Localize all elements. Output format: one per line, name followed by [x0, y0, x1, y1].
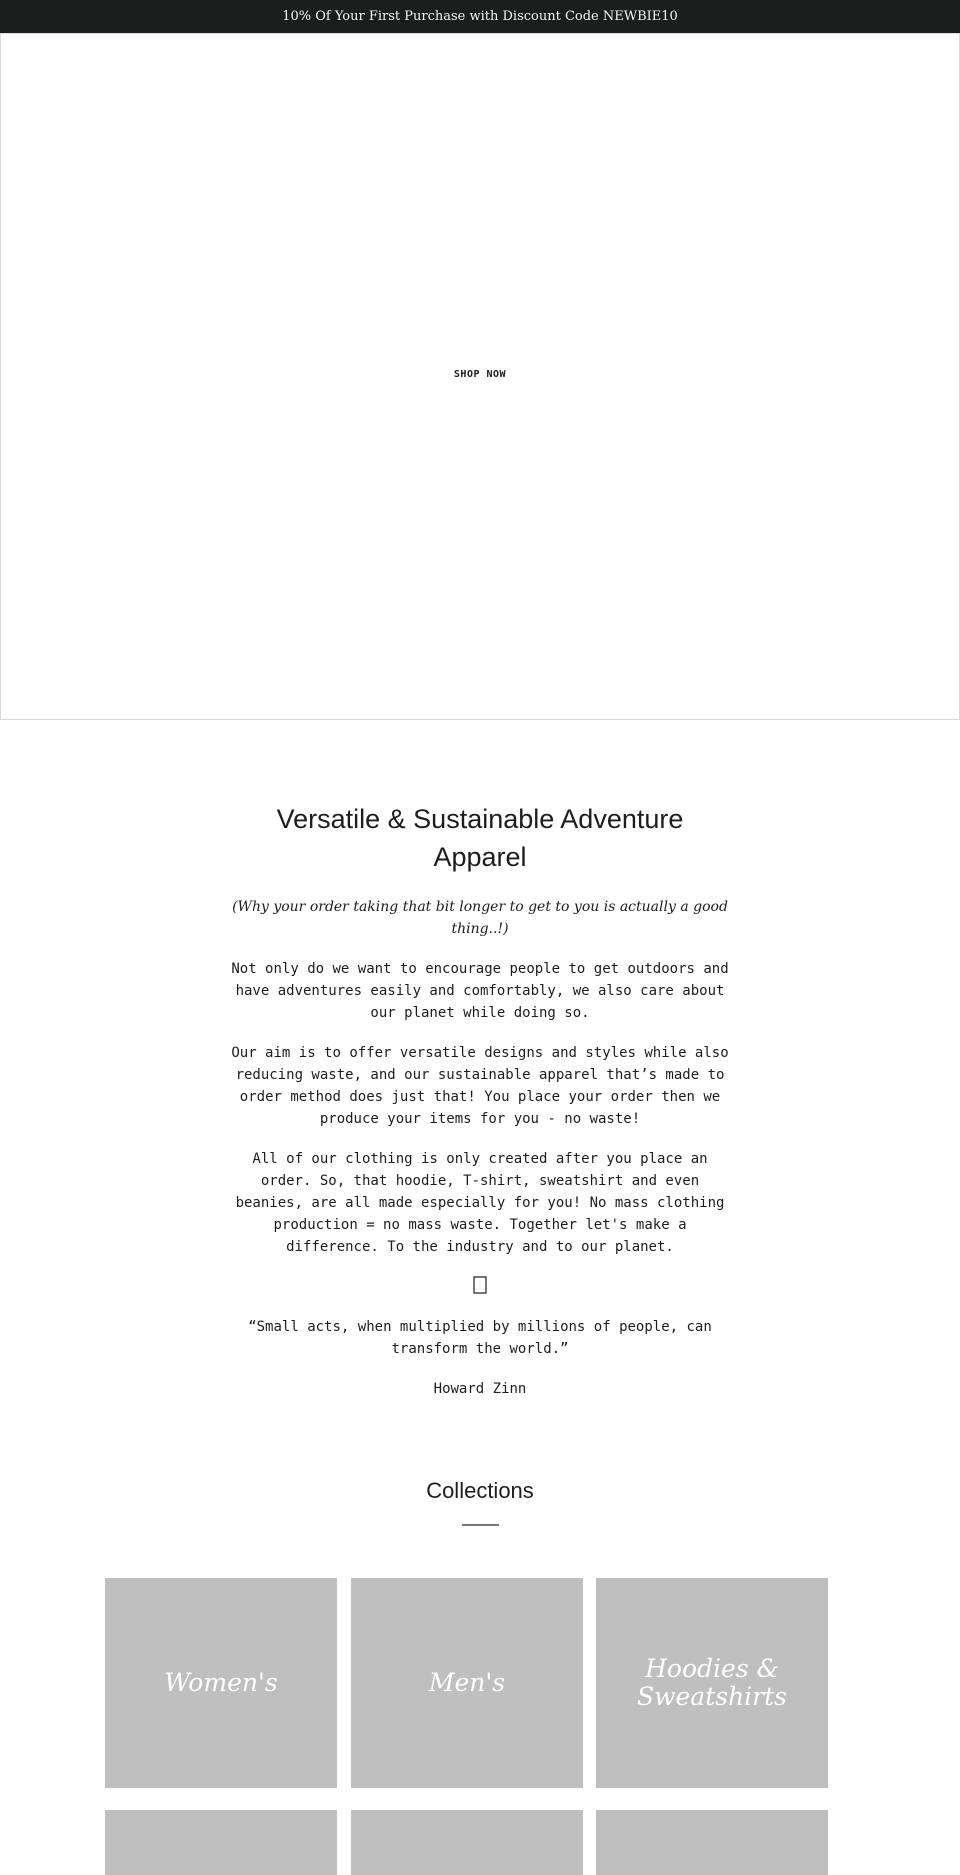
collection-tile-mens[interactable]	[351, 1578, 583, 1788]
collection-tile[interactable]	[351, 1810, 583, 1875]
intro-paragraph: Our aim is to offer versatile designs and styles while also reducing waste, and our sustainable apparel that’s made to order method does just that! You place your order then we produce your items for you - no waste!	[231, 1045, 729, 1127]
intro-paragraph: All of our clothing is only created after you place an order. So, that hoodie, T-shirt, sweatshirt and even beanies, are all made especially for you! No mass clothing production = no mass waste. Together let's make a difference. To the industry and to our planet.	[235, 1151, 725, 1255]
quote-author: Howard Zinn	[433, 1381, 527, 1397]
collection-tile-womens[interactable]	[105, 1578, 337, 1788]
collections-title: Collections	[426, 1478, 534, 1503]
announcement-text: 10% Of Your First Purchase with Discount Code NEWBIE10	[282, 9, 678, 24]
collection-label: Women's	[164, 1668, 278, 1697]
collection-label: Hoodies & Sweatshirts	[636, 1654, 788, 1711]
collection-label: Men's	[428, 1668, 506, 1697]
announcement-bar	[0, 0, 960, 33]
quote-text: “Small acts, when multiplied by millions of people, can transform the world.”	[248, 1319, 712, 1357]
title-divider	[462, 1524, 499, 1526]
collection-tile-hoodies-sweatshirts[interactable]	[596, 1578, 828, 1788]
leaf-icon	[230, 1276, 730, 1300]
intro-paragraph: Not only do we want to encourage people to get outdoors and have adventures easily and comfortably, we also care about our planet while doing so.	[231, 961, 729, 1021]
collection-tile[interactable]	[596, 1810, 828, 1875]
hero-banner[interactable]	[0, 33, 960, 720]
intro-heading: Versatile & Sustainable Adventure Apparel	[276, 804, 684, 872]
intro-section	[230, 800, 730, 1400]
shop-now-button[interactable]: SHOP NOW	[453, 369, 507, 380]
collection-tile[interactable]	[105, 1810, 337, 1875]
intro-subtitle: (Why your order taking that bit longer to get to you is actually a good thing..!)	[232, 899, 728, 937]
